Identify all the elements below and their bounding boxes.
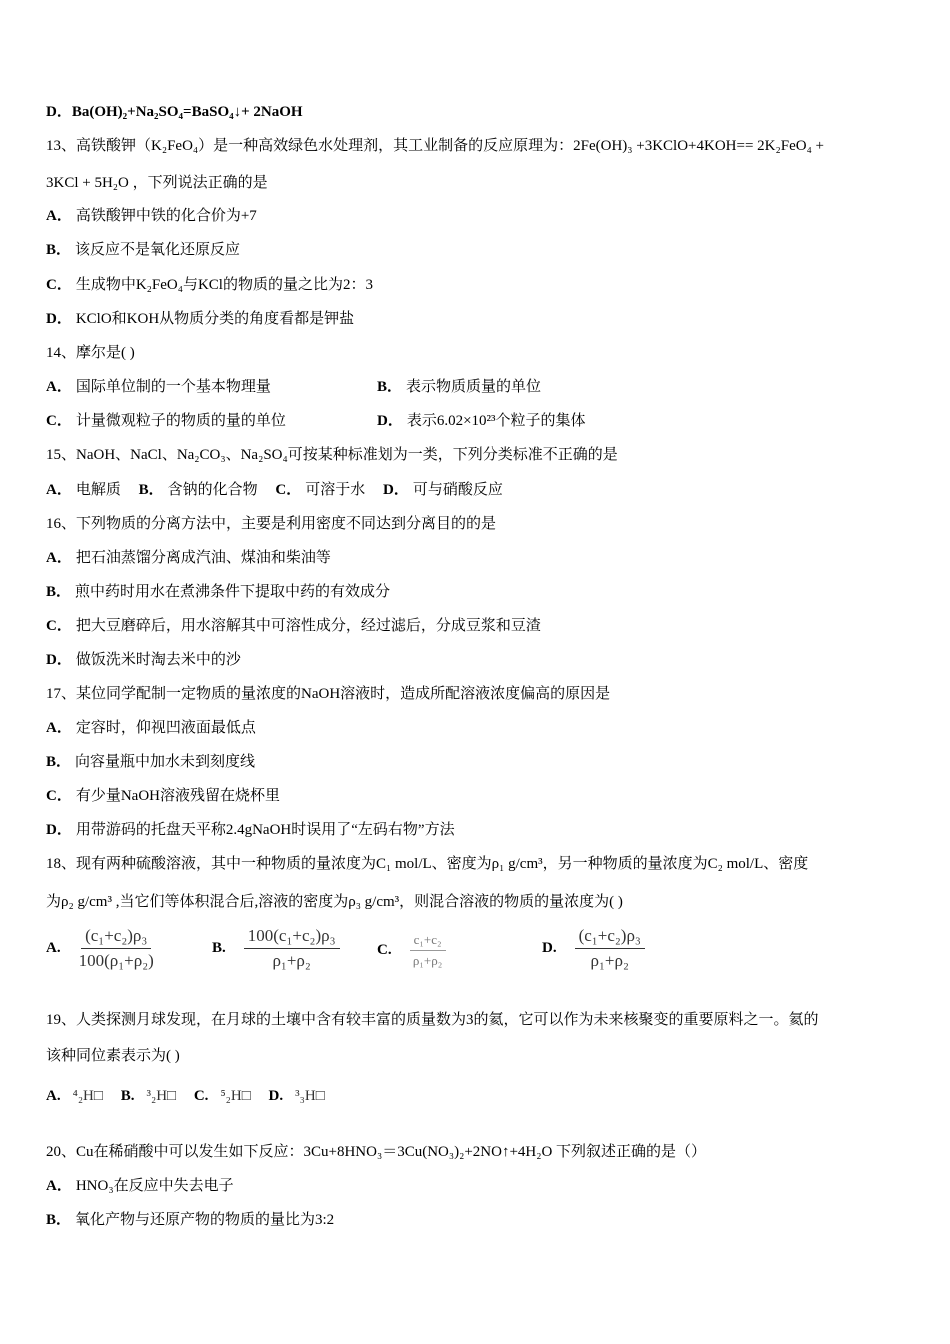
- option-label: A.: [46, 1088, 61, 1104]
- option-label: D.: [542, 940, 557, 956]
- denominator: ρ₁+ρ₂: [412, 953, 443, 968]
- option-text: 把大豆磨碎后，用水溶解其中可溶性成分，经过滤后，分成豆浆和豆渣: [75, 618, 541, 634]
- option-text: 表示物质质量的单位: [406, 379, 542, 395]
- option-label: B.: [212, 940, 226, 956]
- q18-stem: 18、现有两种硫酸溶液，其中一种物质的量浓度为C₁ mol/L、密度为ρ₁ g/cm³，另一种物质的量浓度为C₂ mol/L、密度: [46, 856, 809, 872]
- q18-option-c: [377, 932, 446, 969]
- isotope-symbol: ³₃H□: [295, 1088, 325, 1104]
- q18-option-a: [46, 926, 154, 971]
- denominator: 100(ρ₁+ρ₂): [78, 951, 154, 970]
- option-text: 用带游码的托盘天平称2.4gNaOH时误用了“左码右物”方法: [75, 822, 455, 838]
- q18-option-d: [542, 926, 645, 971]
- option-text: 高铁酸钾中铁的化合价为+7: [75, 208, 257, 224]
- option-text: 国际单位制的一个基本物理量: [75, 379, 271, 395]
- q17-option-a: [46, 718, 256, 738]
- option-label: D．: [46, 104, 72, 120]
- q14-option-c: [46, 411, 286, 431]
- numerator: (c₁+c₂)ρ₃: [575, 926, 645, 949]
- q13-option-b: [46, 240, 240, 260]
- option-label: D．: [46, 652, 72, 668]
- q13-stem-cont: 3KCl + 5H₂O ，下列说法正确的是: [46, 175, 268, 191]
- option-text: 计量微观粒子的物质的量的单位: [75, 413, 286, 429]
- q16-option-a: [46, 548, 331, 568]
- q12-option-d: [46, 102, 303, 122]
- option-text: 向容量瓶中加水未到刻度线: [75, 754, 256, 770]
- q18-stem-cont: 为ρ₂ g/cm³ ,当它们等体积混合后,溶液的密度为ρ₃ g/cm³，则混合溶液的物质的量浓度为( ): [46, 894, 623, 910]
- q18-option-b: [212, 926, 340, 971]
- fraction: [575, 926, 645, 971]
- option-label: B．: [46, 1212, 72, 1228]
- option-label: C.: [377, 942, 392, 958]
- q16-option-c: [46, 616, 541, 636]
- option-label: A．: [46, 208, 72, 224]
- q14-option-d: [377, 411, 586, 431]
- option-label: D．: [46, 311, 72, 327]
- option-label: B．: [377, 379, 403, 395]
- q20-stem: 20、Cu在稀硝酸中可以发生如下反应：3Cu+8HNO₃＝3Cu(NO₃)₂+2NO↑+4H₂O 下列叙述正确的是（）: [46, 1144, 707, 1160]
- option-label: C．: [46, 277, 72, 293]
- option-label: D.: [268, 1088, 284, 1104]
- option-text: 做饭洗米时淘去米中的沙: [75, 652, 241, 668]
- q15-stem: 15、NaOH、NaCl、Na₂CO₃、Na₂SO₄可按某种标准划为一类，下列分类标准不正确的是: [46, 447, 618, 463]
- option-label: A.: [46, 940, 61, 956]
- q13-stem: 13、高铁酸钾（K₂FeO₄）是一种高效绿色水处理剂，其工业制备的反应原理为：2Fe(OH)₃ +3KClO+4KOH== 2K₂FeO₄ +: [46, 138, 825, 154]
- q16-stem: 16、下列物质的分离方法中，主要是利用密度不同达到分离目的的是: [46, 516, 497, 532]
- isotope-symbol: ³₂H□: [146, 1088, 177, 1104]
- option-text: 含钠的化合物: [167, 482, 258, 498]
- numerator: (c₁+c₂)ρ₃: [81, 926, 151, 949]
- q13-option-c: [46, 275, 373, 295]
- q14-option-a: [46, 377, 271, 397]
- numerator: c₁+c₂: [410, 932, 446, 951]
- option-text: 有少量NaOH溶液残留在烧杯里: [75, 788, 281, 804]
- q19-stem-cont: 该种同位素表示为( ): [46, 1048, 180, 1064]
- denominator: ρ₁+ρ₂: [272, 951, 311, 970]
- q13-option-a: [46, 206, 257, 226]
- q16-option-b: [46, 582, 390, 602]
- option-label: C.: [193, 1088, 209, 1104]
- q14-stem: 14、摩尔是( ): [46, 345, 135, 361]
- isotope-symbol: ⁵₂H□: [220, 1088, 251, 1104]
- option-text: 可与硝酸反应: [412, 482, 503, 498]
- option-label: D．: [46, 822, 72, 838]
- q17-option-d: [46, 820, 455, 840]
- option-label: A．: [46, 1178, 72, 1194]
- option-label: A．: [46, 379, 72, 395]
- option-text: 定容时，仰视凹液面最低点: [75, 720, 256, 736]
- option-label: A．: [46, 550, 72, 566]
- option-label: D．: [377, 413, 403, 429]
- option-label: B．: [46, 754, 72, 770]
- q13-option-d: [46, 309, 354, 329]
- numerator: 100(c₁+c₂)ρ₃: [244, 926, 340, 949]
- option-label: A．: [46, 720, 72, 736]
- option-text: HNO₃在反应中失去电子: [75, 1178, 234, 1194]
- option-label: C．: [46, 788, 72, 804]
- option-label: B．: [138, 482, 164, 498]
- option-label: C．: [46, 413, 72, 429]
- option-label: C．: [275, 482, 302, 498]
- option-text: 氧化产物与还原产物的物质的量比为3:2: [75, 1212, 335, 1228]
- q16-option-d: [46, 650, 241, 670]
- option-text: KClO和KOH从物质分类的角度看都是钾盐: [75, 311, 355, 327]
- option-text: 煎中药时用水在煮沸条件下提取中药的有效成分: [75, 584, 391, 600]
- q17-stem: 17、某位同学配制一定物质的量浓度的NaOH溶液时，造成所配溶液浓度偏高的原因是: [46, 686, 611, 702]
- option-text: 电解质: [75, 482, 121, 498]
- isotope-symbol: ⁴₂H□: [72, 1088, 103, 1104]
- option-label: B．: [46, 242, 72, 258]
- option-label: B．: [46, 584, 72, 600]
- q19-options: [46, 1086, 325, 1106]
- fraction: [410, 932, 446, 969]
- q17-option-c: [46, 786, 280, 806]
- option-text: 该反应不是氧化还原反应: [75, 242, 241, 258]
- option-text: Ba(OH)₂+Na₂SO₄=BaSO₄↓+ 2NaOH: [71, 104, 303, 120]
- denominator: ρ₁+ρ₂: [590, 951, 629, 970]
- q14-option-b: [377, 377, 541, 397]
- q20-option-b: [46, 1210, 334, 1230]
- option-text: 可溶于水: [305, 482, 366, 498]
- option-text: 生成物中K₂FeO₄与KCl的物质的量之比为2：3: [75, 277, 373, 293]
- fraction: [244, 926, 340, 971]
- option-text: 表示6.02×10²³个粒子的集体: [406, 413, 586, 429]
- option-label: B.: [120, 1088, 135, 1104]
- option-label: A．: [46, 482, 72, 498]
- q19-stem: 19、人类探测月球发现，在月球的土壤中含有较丰富的质量数为3的氦，它可以作为未来核聚变的重要原料之一。氦的: [46, 1012, 819, 1028]
- option-label: D．: [383, 482, 409, 498]
- option-text: 把石油蒸馏分离成汽油、煤油和柴油等: [75, 550, 331, 566]
- q15-options: [46, 480, 503, 500]
- fraction: [79, 926, 154, 971]
- q17-option-b: [46, 752, 255, 772]
- q20-option-a: [46, 1176, 234, 1196]
- option-label: C．: [46, 618, 72, 634]
